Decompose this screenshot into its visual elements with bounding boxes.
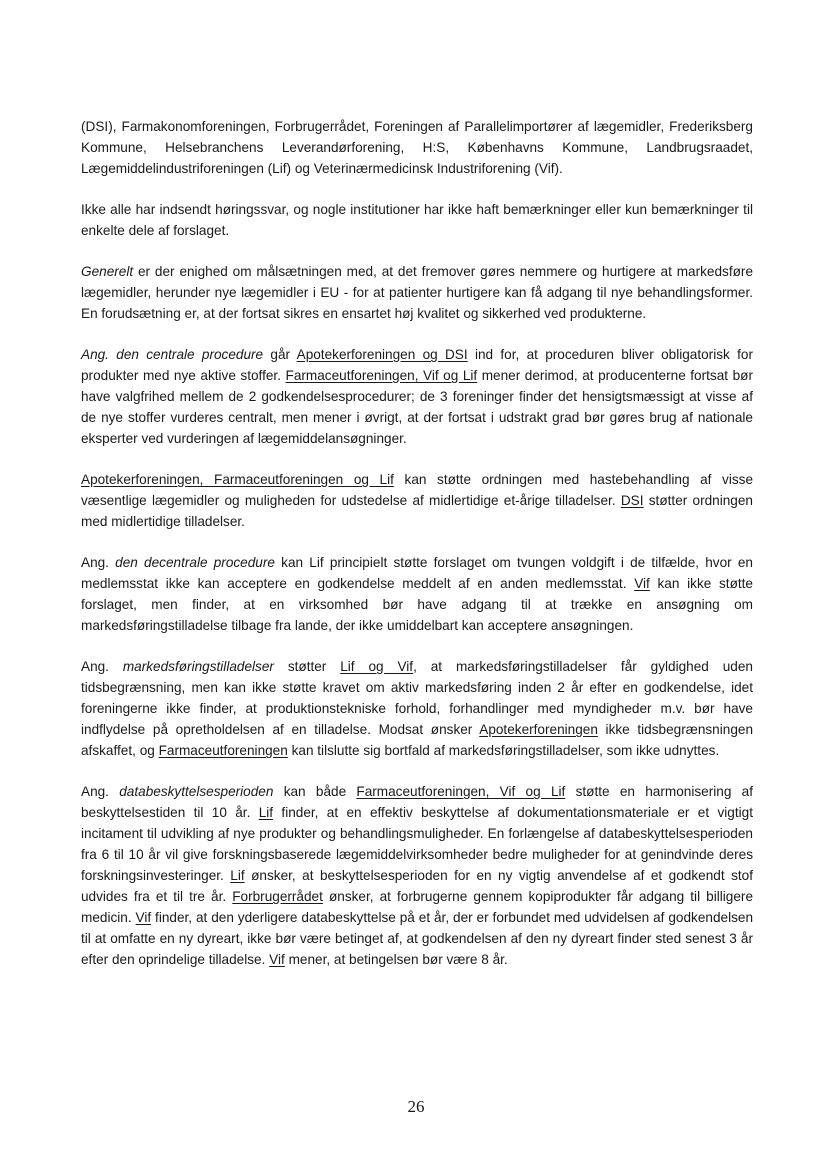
text-run: ønsker, at forbrugerne gennem kopiprodukter får adgang til billigere medicin. xyxy=(81,889,753,925)
underlined-organization: Apotekerforeningen xyxy=(479,722,598,737)
italic-term: Ang. den centrale procedure xyxy=(81,347,264,362)
underlined-organization: Lif og Vif xyxy=(340,659,414,674)
text-run: støtter xyxy=(273,659,341,674)
text-run: mener, at betingelsen bør være 8 år. xyxy=(284,952,508,967)
text-run: mener derimod, at producenterne fortsat bør have valgfrihed mellem de 2 godkendelsesprocedurer; de 3 foreninger finder det hensigtsmæssigt at visse af de nye stoffer vurderes centralt, men mener i øvrigt, at der fortsat i udstrakt grad bør gøres brug af nationale eksperter ved vurderingen af lægemiddelansøgninger. xyxy=(81,368,753,446)
italic-term: markedsføringstilladelser xyxy=(122,659,274,674)
italic-term: den decentrale procedure xyxy=(115,555,275,570)
underlined-organization: Farmaceutforeningen, Vif og Lif xyxy=(356,784,566,799)
text-run: finder, at en effektiv beskyttelse af dokumentationsmateriale er et vigtigt incitament til udvikling af nye produkter og behandlingsmuligheder. En forlængelse af databeskyttelsesperioden fra 6 til 10 år vil give forskningsbaserede lægemiddelvirksomheder bedre muligheder for at genindvinde deres forskningsinvesteringer. xyxy=(81,805,753,883)
italic-term: databeskyttelsesperioden xyxy=(119,784,274,799)
text-run: kan ikke støtte forslaget, men finder, at en virksomhed bør have adgang til at trække en ansøgning om markedsføringstilladelse tilbage fra lande, der ikke umiddelbart kan acceptere ansøgningen. xyxy=(81,576,753,633)
text-run: går xyxy=(263,347,297,362)
document-body xyxy=(81,116,753,990)
text-run: ønsker, at beskyttelsesperioden for en ny vigtig anvendelse af et godkendt stof udvides fra et til tre år. xyxy=(81,868,753,904)
page-number: 26 xyxy=(407,1097,425,1116)
text-run: støtte en harmonisering af beskyttelsestiden til 10 år. xyxy=(81,784,753,820)
paragraph xyxy=(81,116,753,179)
underlined-organization: Farmaceutforeningen xyxy=(158,743,288,758)
underlined-organization: Forbrugerrådet xyxy=(232,889,323,904)
underlined-organization: Vif xyxy=(269,952,285,967)
underlined-organization: Farmaceutforeningen, Vif og Lif xyxy=(285,368,478,383)
text-run: finder, at den yderligere databeskyttelse på et år, der er forbundet med udvidelsen af godkendelsen til at omfatte en ny dyreart, ikke bør være betinget af, at godkendelsen af den ny dyreart finder sted senest 3 år efter den oprindelige tilladelse. xyxy=(81,910,754,967)
text-run: støtter ordningen med midlertidige tilladelser. xyxy=(81,493,753,529)
paragraph xyxy=(81,344,753,449)
text-run: kan tilslutte sig bortfald af markedsføringstilladelser, som ikke udnyttes. xyxy=(287,743,720,758)
text-run: er der enighed om målsætningen med, at det fremover gøres nemmere og hurtigere at markedsføre lægemidler, herunder nye lægemidler i EU - for at patienter hurtigere kan få adgang til nye behandlingsformer. En forudsætning er, at der fortsat sikres en ensartet høj kvalitet og sikkerhed ved produkterne. xyxy=(81,264,753,321)
underlined-organization: Apotekerforeningen, Farmaceutforeningen og Lif xyxy=(81,472,394,487)
underlined-organization: Apotekerforeningen og DSI xyxy=(296,347,468,362)
italic-term: Generelt xyxy=(81,264,134,279)
text-run: kan Lif principielt støtte forslaget om tvungen voldgift i de tilfælde, hvor en medlemsstat ikke kan acceptere en godkendelse meddelt af en anden medlemsstat. xyxy=(81,555,753,591)
paragraph xyxy=(81,199,753,241)
paragraph xyxy=(81,469,753,532)
underlined-organization: Vif xyxy=(634,576,650,591)
text-run: kan støtte ordningen med hastebehandling af visse væsentlige lægemidler og muligheden for udstedelse af midlertidige et-årige tilladelser. xyxy=(81,472,754,508)
text-run: Ang. xyxy=(81,784,120,799)
paragraph xyxy=(81,552,753,636)
text-run: Ikke alle har indsendt høringssvar, og nogle institutioner har ikke haft bemærkninger eller kun bemærkninger til enkelte dele af forslaget. xyxy=(81,202,753,238)
text-run: ind for, at proceduren bliver obligatorisk for produkter med nye aktive stoffer. xyxy=(81,347,753,383)
underlined-organization: Lif xyxy=(230,868,245,883)
underlined-organization: DSI xyxy=(620,493,644,508)
paragraph xyxy=(81,656,753,761)
text-run: kan både xyxy=(273,784,357,799)
underlined-organization: Vif xyxy=(135,910,152,925)
text-run: ikke tidsbegrænsningen afskaffet, og xyxy=(81,722,754,758)
text-run: Ang. xyxy=(81,555,116,570)
paragraph xyxy=(81,261,753,324)
text-run: (DSI), Farmakonomforeningen, Forbrugerrådet, Foreningen af Parallelimportører af lægemidler, Frederiksberg Kommune, Helsebranchens Leverandørforening, H:S, Københavns Kommune, Landbrugsraadet, Lægemiddelindustriforeningen (Lif) og Veterinærmedicinsk Industriforening (Vif). xyxy=(81,119,753,176)
text-run: Ang. xyxy=(81,659,123,674)
text-run: , at markedsføringstilladelser får gyldighed uden tidsbegrænsning, men kan ikke støtte kravet om aktiv markedsføring inden 2 år efter en godkendelse, idet foreningerne ikke finder, at produktionstekniske forhold, forhandlinger med myndigheder m.v. bør have indflydelse på opretholdelsen af en tilladelse. Modsat ønsker xyxy=(81,659,753,737)
paragraph xyxy=(81,781,753,970)
underlined-organization: Lif xyxy=(258,805,274,820)
